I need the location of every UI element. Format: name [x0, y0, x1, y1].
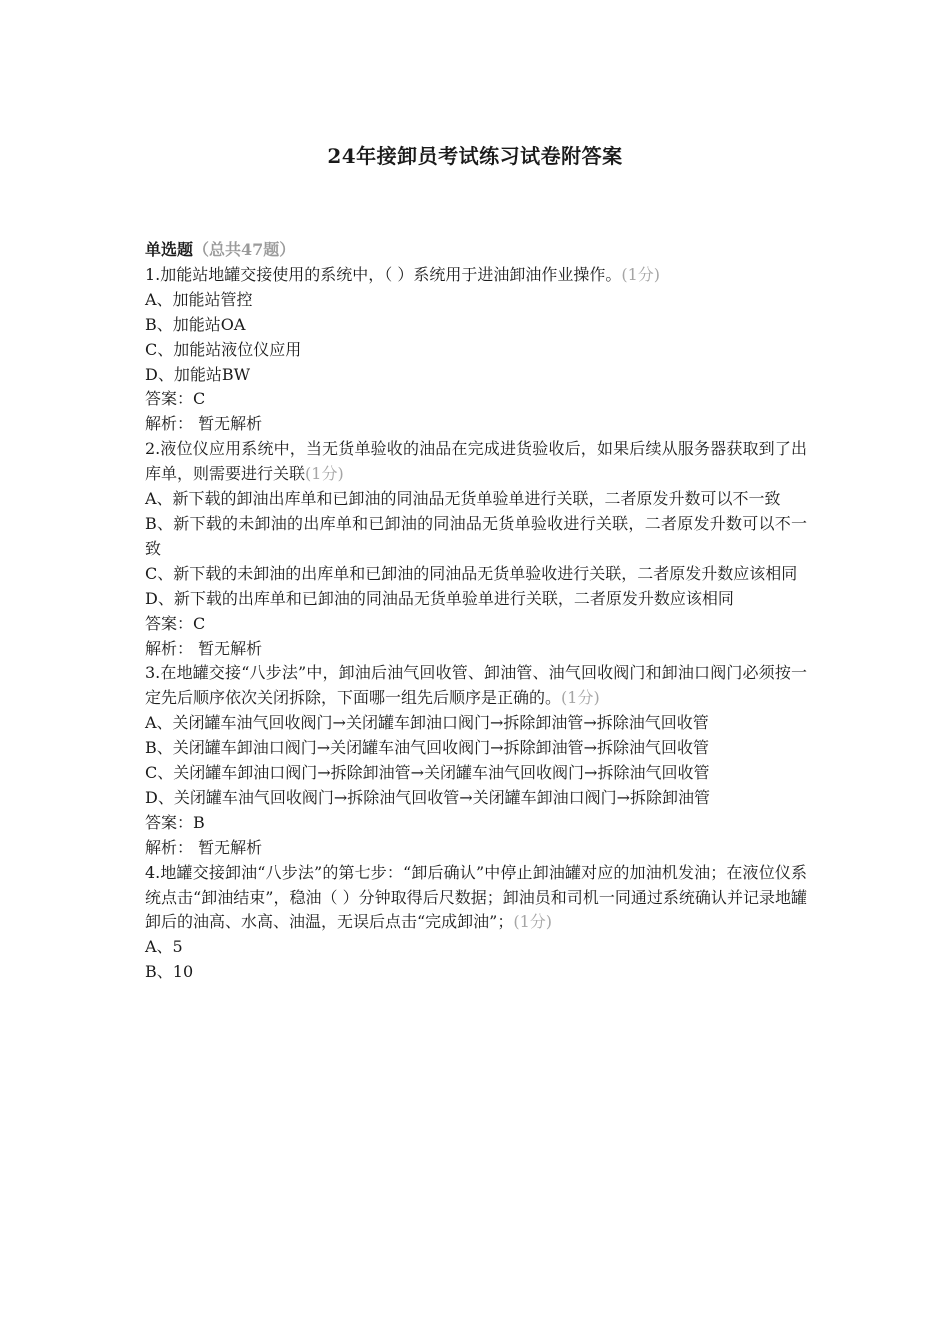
- exam-content: [145, 238, 807, 985]
- option: C、加能站液位仪应用: [145, 339, 302, 359]
- answer: 答案：C: [145, 389, 206, 409]
- option: B、新下载的未卸油的出库单和已卸油的同油品无货单验收进行关联，二者原发升数可以不一致: [145, 513, 807, 558]
- document-title: 24年接卸员考试练习试卷附答案: [327, 144, 623, 168]
- option: D、新下载的出库单和已卸油的同油品无货单验单进行关联，二者原发升数应该相同: [145, 588, 734, 608]
- question-stem: [145, 661, 807, 711]
- option: B、关闭罐车卸油口阀门→关闭罐车油气回收阀门→拆除卸油管→拆除油气回收管: [145, 738, 709, 758]
- option: B、10: [145, 962, 194, 982]
- question-text: 1.加能站地罐交接使用的系统中，（ ）系统用于进油卸油作业操作。: [145, 264, 622, 284]
- question-stem: [145, 437, 807, 487]
- analysis: 解析： 暂无解析: [145, 638, 263, 658]
- option: D、关闭罐车油气回收阀门→拆除油气回收管→关闭罐车卸油口阀门→拆除卸油管: [145, 787, 711, 807]
- option: A、加能站管控: [145, 289, 253, 309]
- option: C、关闭罐车卸油口阀门→拆除卸油管→关闭罐车油气回收阀门→拆除油气回收管: [145, 763, 710, 783]
- question-stem: [145, 861, 807, 936]
- question-text: 2.液位仪应用系统中，当无货单验收的油品在完成进货验收后，如果后续从服务器获取到了出库单，则需要进行关联: [145, 439, 807, 484]
- option: B、加能站OA: [145, 314, 246, 334]
- question-score: (1分): [561, 688, 600, 708]
- question-score: (1分): [621, 264, 661, 284]
- option: A、新下载的卸油出库单和已卸油的同油品无货单验单进行关联，二者原发升数可以不一致: [145, 489, 781, 509]
- answer: 答案：B: [145, 812, 205, 832]
- question-stem: [145, 263, 807, 288]
- option: D、加能站BW: [145, 364, 251, 384]
- section-heading: [145, 238, 807, 263]
- analysis: 解析： 暂无解析: [145, 837, 263, 857]
- question-score: (1分): [513, 912, 553, 932]
- analysis: 解析： 暂无解析: [145, 414, 263, 434]
- option: A、5: [145, 937, 183, 957]
- answer: 答案：C: [145, 613, 206, 633]
- option: C、新下载的未卸油的出库单和已卸油的同油品无货单验收进行关联，二者原发升数应该相同: [145, 563, 798, 583]
- question-count: （总共47题）: [193, 240, 296, 259]
- section-label: 单选题: [145, 240, 194, 259]
- option: A、关闭罐车油气回收阀门→关闭罐车卸油口阀门→拆除卸油管→拆除油气回收管: [145, 713, 709, 733]
- question-text: 4.地罐交接卸油“八步法”的第七步：“卸后确认”中停止卸油罐对应的加油机发油；在液位仪系统点击“卸油结束”，稳油（ ）分钟取得后尺数据；卸油员和司机一同通过系统确认并记录地罐卸后的油高、水高、油温，无误后点击“完成卸油”；: [145, 862, 807, 932]
- question-score: (1分): [305, 464, 344, 484]
- question-text: 3.在地罐交接“八步法”中，卸油后油气回收管、卸油管、油气回收阀门和卸油口阀门必须按一定先后顺序依次关闭拆除，下面哪一组先后顺序是正确的。: [145, 663, 807, 708]
